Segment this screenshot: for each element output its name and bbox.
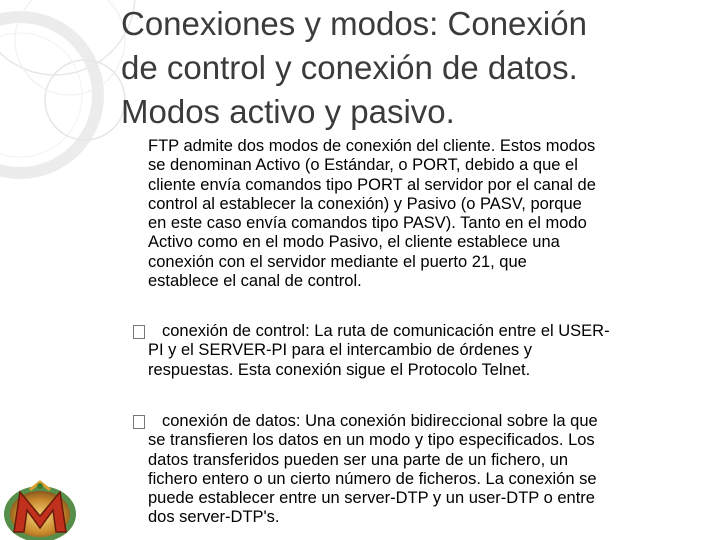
empty-square-bullet-icon: [133, 415, 145, 429]
m-crest-logo: [0, 478, 80, 540]
title-line: de control y conexión de datos.: [121, 49, 578, 86]
intro-paragraph: [148, 137, 696, 291]
title-line: Conexiones y modos: Conexión: [121, 5, 587, 42]
paragraph-line: en este caso envía comandos tipo PASV). Tanto en el modo: [148, 214, 587, 233]
slide-title: [121, 2, 711, 134]
bullet-control-connection: [148, 322, 696, 380]
bullet-line: fichero entero o un cierto número de ficheros. La conexión se: [148, 469, 597, 488]
empty-square-bullet-icon: [133, 325, 145, 339]
bullet-line: respuestas. Esta conexión sigue el Protocolo Telnet.: [148, 360, 531, 379]
bullet-line: conexión de datos: Una conexión bidireccional sobre la que: [162, 412, 598, 430]
bullet-line: PI y el SERVER-PI para el intercambio de órdenes y: [148, 341, 532, 360]
bullet-line: conexión de control: La ruta de comunicación entre el USER-: [162, 322, 610, 340]
bullet-line: dos server-DTP's.: [148, 508, 280, 527]
paragraph-line: Activo como en el modo Pasivo, el cliente establece una: [148, 233, 560, 252]
paragraph-line: FTP admite dos modos de conexión del cliente. Estos modos: [148, 137, 596, 155]
bullet-line: datos transferidos pueden ser una parte de un fichero, un: [148, 450, 569, 469]
paragraph-line: control al establecer la conexión) y Pasivo (o PASV, porque: [148, 194, 582, 213]
bullet-line: puede establecer entre un server-DTP y un user-DTP o entre: [148, 489, 595, 508]
paragraph-line: establece el canal de control.: [148, 272, 362, 291]
bullet-data-connection: [148, 412, 696, 528]
paragraph-line: se denominan Activo (o Estándar, o PORT, debido a que el: [148, 156, 578, 175]
title-line: Modos activo y pasivo.: [121, 93, 455, 130]
paragraph-line: cliente envía comandos tipo PORT al servidor por el canal de: [148, 175, 596, 194]
bullet-line: se transfieren los datos en un modo y tipo especificados. Los: [148, 431, 595, 450]
paragraph-line: conexión con el servidor mediante el puerto 21, que: [148, 252, 527, 271]
